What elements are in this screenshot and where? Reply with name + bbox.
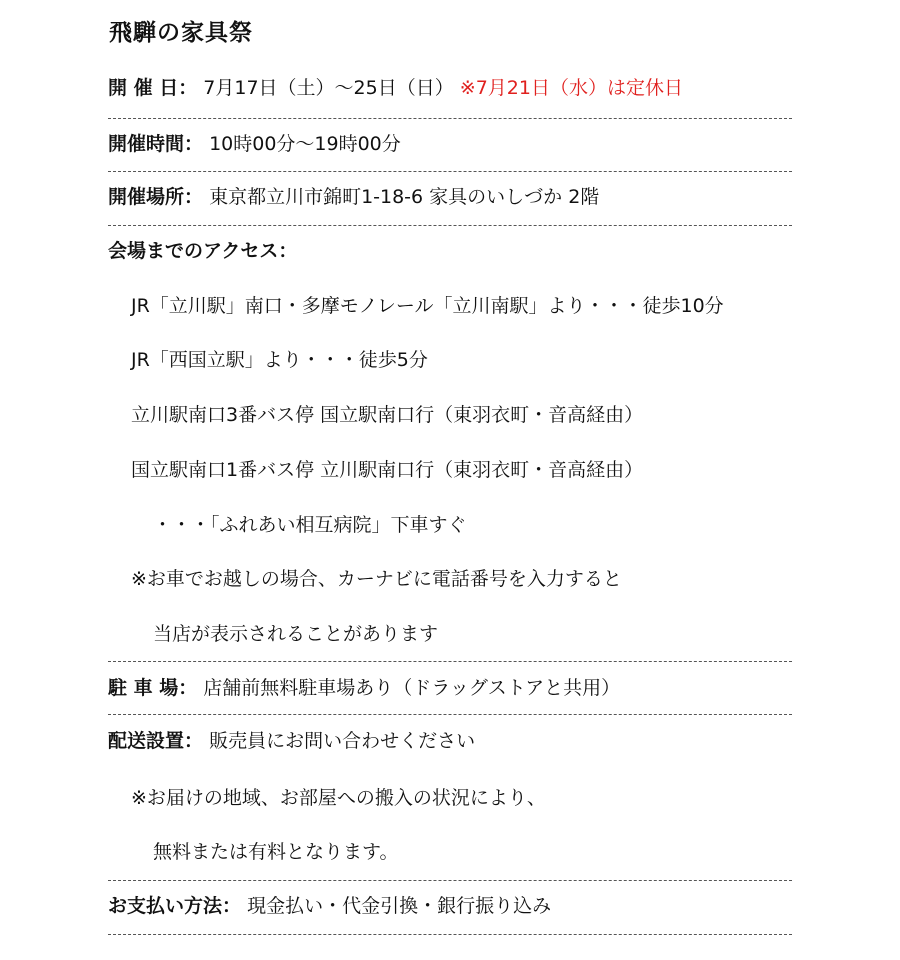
divider xyxy=(108,934,792,935)
dates-value: 7月17日（土）～25日（日） xyxy=(203,77,454,99)
divider xyxy=(108,171,792,172)
parking-value: 店舗前無料駐車場あり（ドラッグストアと共用） xyxy=(203,677,621,699)
venue-value: 東京都立川市錦町1-18-6 家具のいしづか 2階 xyxy=(209,186,600,208)
closed-day-note: ※7月21日（水）は定休日 xyxy=(459,77,683,99)
divider xyxy=(108,714,792,715)
hours-value: 10時00分～19時00分 xyxy=(209,133,401,155)
access-line: JR「西国立駅」より・・・徒歩5分 xyxy=(131,349,428,371)
divider xyxy=(108,661,792,662)
payment-label: お支払い方法： xyxy=(108,895,242,917)
access-line: ・・・「ふれあい相互病院」下車すぐ xyxy=(153,514,467,536)
delivery-note: ※お届けの地域、お部屋への搬入の状況により、 xyxy=(131,787,546,809)
dates-row xyxy=(108,74,683,102)
car-note-continued: 当店が表示されることがあります xyxy=(153,623,439,645)
parking-row xyxy=(108,674,620,702)
access-line: 立川駅南口3番バス停 国立駅南口行（東羽衣町・音高経由） xyxy=(131,404,644,426)
hours-row xyxy=(108,130,401,158)
access-row xyxy=(108,237,297,265)
access-line: JR「立川駅」南口・多摩モノレール「立川南駅」より・・・徒歩10分 xyxy=(131,295,724,317)
delivery-row xyxy=(108,727,475,755)
page-title: 飛騨の家具祭 xyxy=(109,20,253,46)
divider xyxy=(108,118,792,119)
dates-label: 開 催 日： xyxy=(108,77,198,99)
access-label: 会場までのアクセス： xyxy=(108,240,298,262)
delivery-value: 販売員にお問い合わせください xyxy=(209,730,476,752)
venue-row xyxy=(108,183,599,211)
access-line: 国立駅南口1番バス停 立川駅南口行（東羽衣町・音高経由） xyxy=(131,459,644,481)
divider xyxy=(108,225,792,226)
payment-row xyxy=(108,892,551,920)
parking-label: 駐 車 場： xyxy=(108,677,198,699)
delivery-label: 配送設置： xyxy=(108,730,204,752)
payment-value: 現金払い・代金引換・銀行振り込み xyxy=(247,895,552,917)
hours-label: 開催時間： xyxy=(108,133,204,155)
divider xyxy=(108,880,792,881)
delivery-note-continued: 無料または有料となります。 xyxy=(153,841,399,863)
venue-label: 開催場所： xyxy=(108,186,204,208)
car-note: ※お車でお越しの場合、カーナビに電話番号を入力すると xyxy=(131,568,622,590)
